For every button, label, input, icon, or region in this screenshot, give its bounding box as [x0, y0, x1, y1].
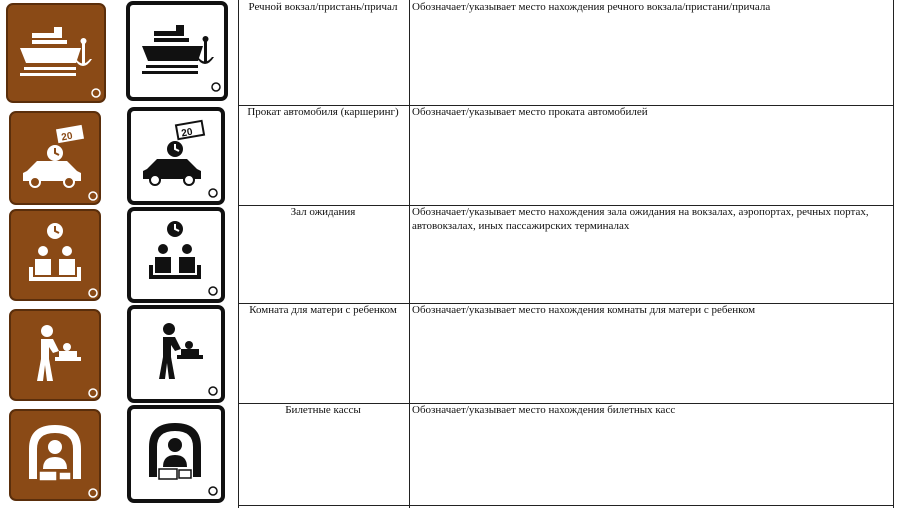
- table-row: [0, 303, 900, 403]
- car-rental-sign-brown: [9, 111, 101, 205]
- sign-name: Прокат автомобиля (каршеринг): [247, 106, 399, 118]
- mother-child-sign-black: [127, 305, 225, 403]
- sign-description: Обозначает/указывает место нахождения комнаты для матери с ребенком: [412, 304, 756, 316]
- ticket-office-icon: [127, 405, 225, 503]
- mother-child-icon: [127, 305, 225, 403]
- table-row: [0, 205, 900, 303]
- sign-description: Обозначает/указывает место проката автомобилей: [412, 106, 648, 118]
- ticket-office-icon: [9, 409, 101, 501]
- ship-anchor-icon: [126, 1, 228, 101]
- table-row: [0, 403, 900, 505]
- mother-child-icon: [9, 309, 101, 401]
- sign-description: Обозначает/указывает место нахождения билетных касс: [412, 404, 676, 416]
- sign-name: Зал ожидания: [290, 206, 356, 218]
- table-row: [0, 0, 900, 105]
- sign-name: Билетные кассы: [285, 404, 361, 416]
- ship-anchor-sign-black: [126, 1, 228, 101]
- sign-description: Обозначает/указывает место нахождения речного вокзала/пристани/причала: [412, 1, 771, 13]
- table-row: [0, 105, 900, 205]
- sign-name: Речной вокзал/пристань/причал: [248, 1, 398, 13]
- waiting-room-sign-brown: [9, 209, 101, 301]
- car-rental-sign-black: [127, 107, 225, 205]
- ticket-office-sign-black: [127, 405, 225, 503]
- car-rental-icon: [9, 111, 101, 205]
- car-rental-icon: [127, 107, 225, 205]
- svg-text:20: 20: [180, 126, 194, 140]
- waiting-room-icon: [9, 209, 101, 301]
- ship-anchor-sign-brown: [6, 3, 106, 103]
- waiting-room-sign-black: [127, 207, 225, 303]
- ticket-office-sign-brown: [9, 409, 101, 501]
- ship-anchor-icon: [6, 3, 106, 103]
- svg-text:20: 20: [60, 130, 74, 144]
- waiting-room-icon: [127, 207, 225, 303]
- sign-description: Обозначает/указывает место нахождения зала ожидания на вокзалах, аэропортах, речных портах, автовокзалах, иных пассажирских терминалах: [412, 206, 869, 232]
- row-divider: [238, 505, 894, 506]
- sign-name: Комната для матери с ребенком: [249, 304, 397, 316]
- mother-child-sign-brown: [9, 309, 101, 401]
